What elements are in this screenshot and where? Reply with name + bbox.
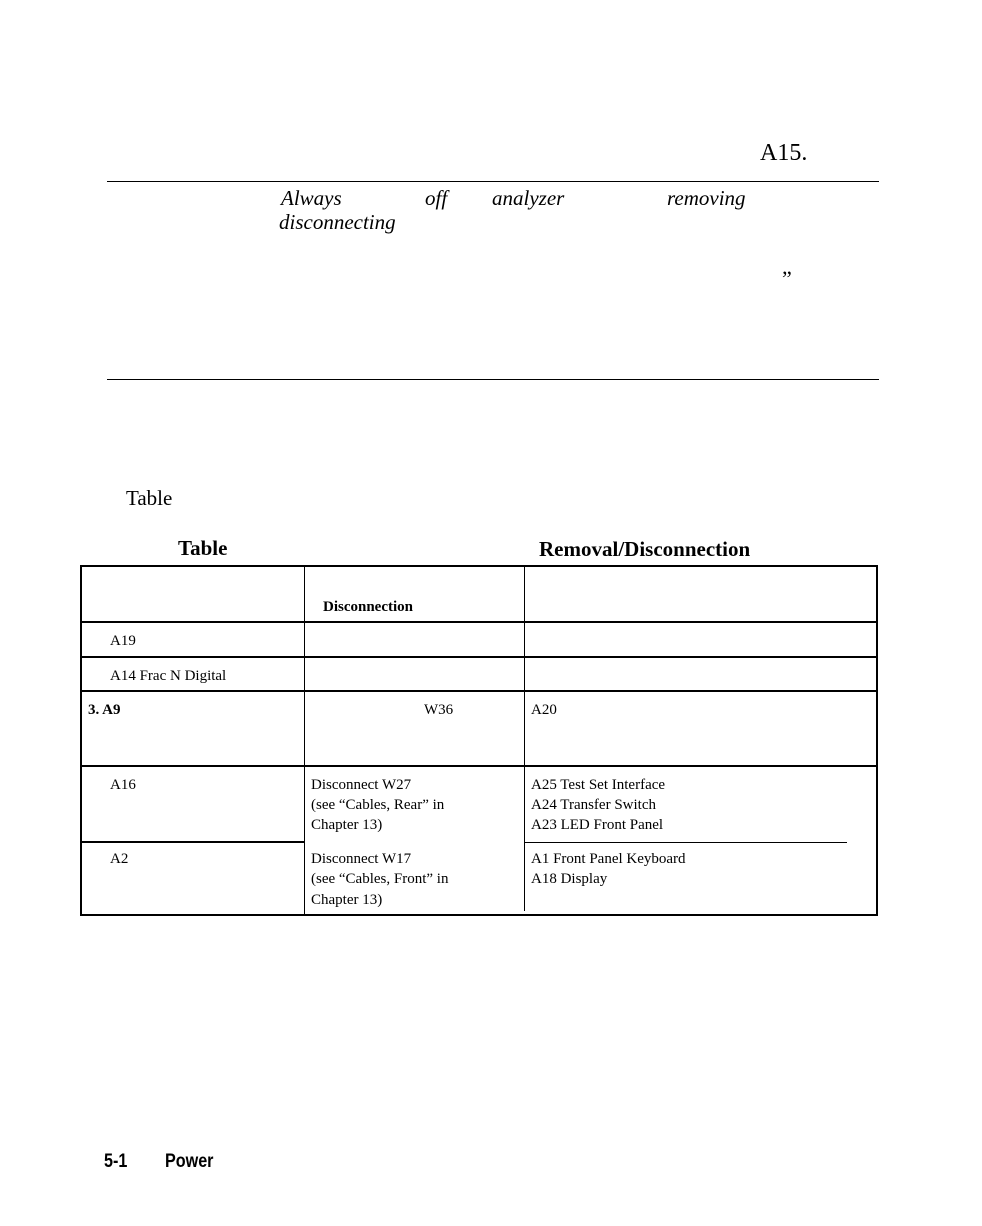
caution-word-removing: removing bbox=[667, 186, 746, 210]
row-3-affected: A20 bbox=[531, 702, 557, 718]
footer-section-title: Power bbox=[165, 1151, 214, 1172]
header-disconnection: Disconnection bbox=[323, 599, 413, 615]
caution-word-analyzer: analyzer bbox=[492, 186, 565, 210]
caution-quote-mark: ” bbox=[782, 266, 792, 291]
row-2-assembly: A14 Frac N Digital bbox=[110, 668, 227, 684]
row-5-affected-line2: A18 Display bbox=[531, 871, 608, 887]
row-4-affected-line1: A25 Test Set Interface bbox=[531, 777, 666, 793]
footer-page-number: 5-1 bbox=[104, 1151, 128, 1172]
section-ref: A15. bbox=[760, 140, 808, 166]
row-1-assembly: A19 bbox=[110, 633, 136, 649]
row-5-disconnection-line3: Chapter 13) bbox=[311, 892, 383, 908]
row-4-affected-line3: A23 LED Front Panel bbox=[531, 817, 664, 833]
table-rule-header bbox=[80, 621, 877, 623]
table-rule-row4 bbox=[80, 841, 305, 843]
row-4-disconnection-line2: (see “Cables, Rear” in bbox=[311, 797, 445, 813]
table-border-right bbox=[876, 565, 878, 916]
row-3-disconnection: W36 bbox=[424, 702, 454, 718]
table-rule-bottom bbox=[80, 914, 877, 916]
row-4-disconnection-line1: Disconnect W27 bbox=[311, 777, 412, 793]
row-3-assembly: 3. A9 bbox=[88, 702, 121, 718]
caution-word-disconnecting: disconnecting bbox=[279, 210, 396, 234]
table-rule-top bbox=[80, 565, 877, 567]
table-caption-right: Removal/Disconnection bbox=[539, 537, 751, 561]
table-border-left bbox=[80, 565, 82, 916]
table-divider-2 bbox=[524, 565, 525, 911]
table-caption-left: Table bbox=[178, 536, 228, 560]
table-reference: Table bbox=[126, 486, 173, 510]
row-5-affected-line1: A1 Front Panel Keyboard bbox=[531, 851, 686, 867]
caution-bottom-rule bbox=[107, 379, 879, 380]
table-divider-1 bbox=[304, 565, 305, 916]
table-rule-row2 bbox=[80, 690, 877, 692]
table-rule-row3 bbox=[80, 765, 877, 767]
row-4-disconnection-line3: Chapter 13) bbox=[311, 817, 383, 833]
row-5-disconnection-line2: (see “Cables, Front” in bbox=[311, 871, 449, 887]
row-4-affected-line2: A24 Transfer Switch bbox=[531, 797, 657, 813]
row-5-assembly: A2 bbox=[110, 851, 129, 867]
caution-word-always: Always bbox=[281, 186, 342, 210]
table-rule-row4-right bbox=[525, 842, 847, 843]
row-4-assembly: A16 bbox=[110, 777, 136, 793]
table-rule-row1 bbox=[80, 656, 877, 658]
row-5-disconnection-line1: Disconnect W17 bbox=[311, 851, 412, 867]
caution-top-rule bbox=[107, 181, 879, 182]
caution-word-off: off bbox=[425, 186, 448, 210]
